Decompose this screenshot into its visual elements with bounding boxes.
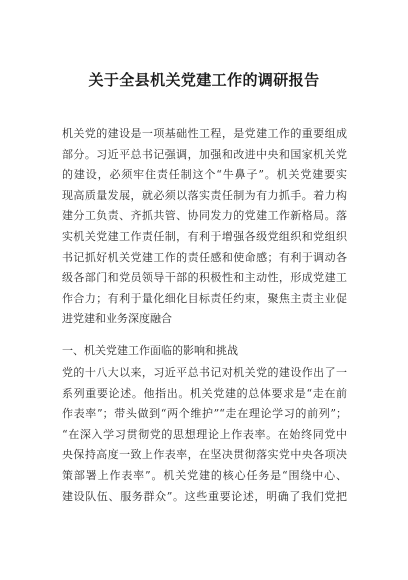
paragraph-line: “在深入学习贯彻党的思想理论上作表率。在始终同党中 <box>62 427 347 441</box>
paragraph-line: 的建设，必须牢住责任制这个“牛鼻子”。机关党建要实 <box>62 168 347 182</box>
paragraph-line: 建设队伍、服务群众”。这些重要论述，明确了我们党把 <box>62 489 347 503</box>
paragraph-line: 部分。习近平总书记强调，加强和改进中央和国家机关党 <box>62 147 347 161</box>
paragraph-line: 作表率”；带头做到“两个维护”“走在理论学习的前列”； <box>62 407 347 421</box>
paragraph-line: 级各部门和党员领导干部的积极性和主动性，形成党建工 <box>62 271 347 285</box>
paragraph-line: 央保持高度一致上作表率，在坚决贯彻落实党中央各项决 <box>62 448 347 462</box>
paragraph-line: 书记抓好机关党建工作的责任感和使命感；有利于调动各 <box>62 250 347 264</box>
intro-paragraph <box>62 124 347 330</box>
paragraph-line: 进党建和业务深度融合 <box>62 312 172 326</box>
paragraph-line: 党的十八大以来，习近平总书记对机关党的建设作出了一 <box>62 366 347 379</box>
document-title: 关于全县机关党建工作的调研报告 <box>88 71 320 89</box>
paragraph-line: 实机关党建工作责任制，有利于增强各级党组织和党组织 <box>62 229 347 243</box>
paragraph-line: 作合力；有利于量化细化目标责任约束，聚焦主责主业促 <box>62 291 347 305</box>
section-paragraph <box>62 363 347 507</box>
paragraph-line: 系列重要论述。他指出。机关党建的总体要求是“走在前 <box>62 386 347 400</box>
paragraph-line: 现高质量发展，就必须以落实责任制为有力抓手。着力构 <box>62 188 347 202</box>
paragraph-line: 机关党的建设是一项基础性工程，是党建工作的重要组成 <box>62 127 347 140</box>
paragraph-line: 建分工负责、齐抓共管、协同发力的党建工作新格局。落 <box>62 209 347 223</box>
paragraph-line: 策部署上作表率”。机关党建的核心任务是“围绕中心、 <box>62 468 347 482</box>
section-heading: 一、机关党建工作面临的影响和挑战 <box>62 344 238 357</box>
